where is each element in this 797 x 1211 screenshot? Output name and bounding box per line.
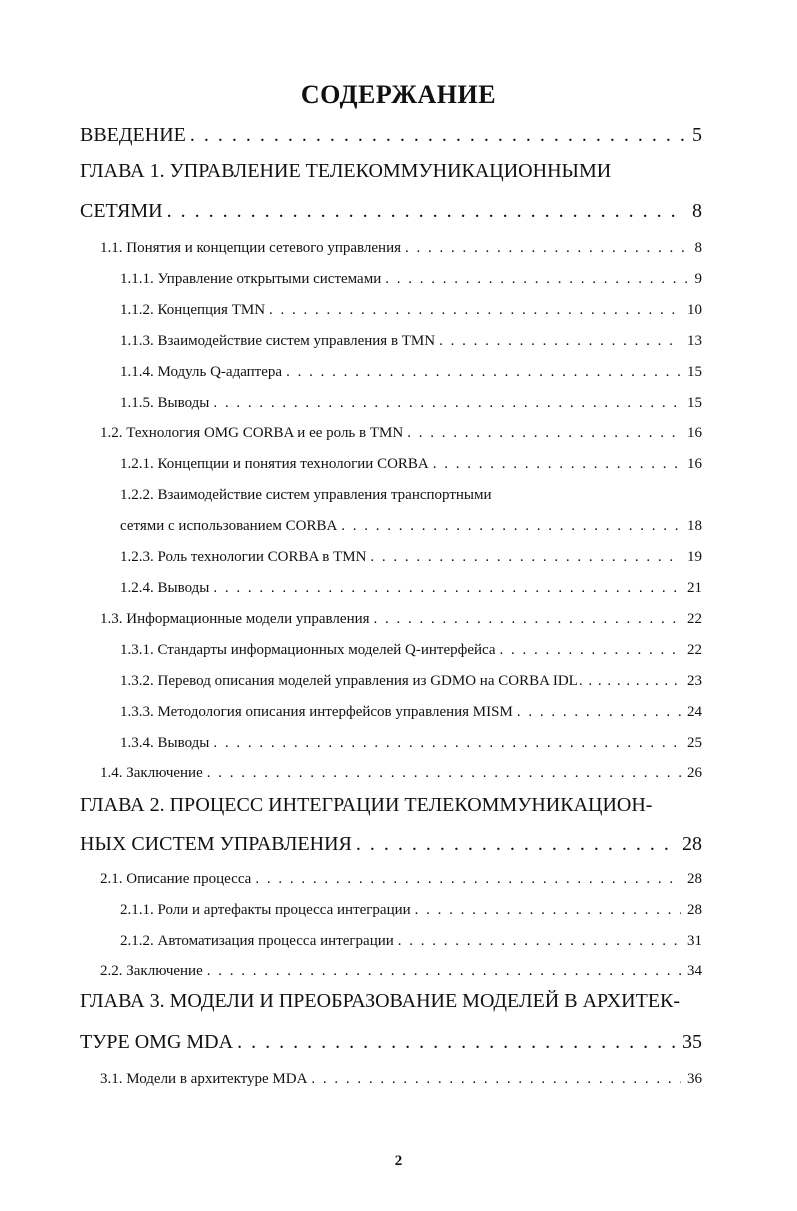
toc-entry-label: 1.1.5. Выводы (120, 395, 210, 411)
toc-entry-page: 24 (687, 704, 702, 720)
toc-entry-chapter-3[interactable] (80, 1031, 702, 1054)
toc-entry-page: 28 (687, 902, 702, 918)
toc-entry-label: 3.1. Модели в архитектуре MDA (100, 1071, 308, 1087)
toc-entry-1-1-3[interactable] (120, 333, 702, 350)
toc-entry-page: 8 (694, 240, 702, 256)
leader-dots (167, 200, 686, 223)
leader-dots (385, 271, 688, 288)
toc-entry-page: 34 (687, 963, 702, 979)
toc-entry-page: 19 (687, 549, 702, 565)
leader-dots (356, 833, 676, 856)
leader-dots (255, 871, 681, 888)
leader-dots (439, 333, 681, 350)
leader-dots (405, 240, 688, 257)
page-number: 2 (394, 1153, 403, 1169)
toc-entry-page: 25 (687, 735, 702, 751)
toc-entry-page: 9 (694, 271, 702, 287)
toc-entry-2-1-1[interactable] (120, 902, 702, 919)
leader-dots (370, 549, 681, 566)
toc-entry-label: 1.3.1. Стандарты информационных моделей Q-интерфейса (120, 642, 496, 658)
toc-entry-page: 16 (687, 456, 702, 472)
toc-entry-page: 28 (682, 833, 702, 855)
toc-entry-1-2-2-line1: 1.2.2. Взаимодействие систем управления транспортными (120, 487, 492, 503)
toc-entry-chapter-1[interactable] (80, 200, 702, 223)
toc-entry-1-3-4[interactable] (120, 735, 702, 752)
leader-dots (433, 456, 681, 473)
toc-entry-label: 1.1. Понятия и концепции сетевого управления (100, 240, 402, 256)
leader-dots (500, 642, 681, 659)
leader-dots (415, 902, 681, 919)
page-title: СОДЕРЖАНИЕ (300, 80, 497, 109)
toc-entry-2-2[interactable] (100, 963, 702, 980)
leader-dots (213, 580, 681, 597)
toc-chapter-1-heading: ГЛАВА 1. УПРАВЛЕНИЕ ТЕЛЕКОММУНИКАЦИОННЫМИ (80, 160, 612, 182)
toc-entry-1-1-4[interactable] (120, 364, 702, 381)
toc-entry-page: 23 (687, 673, 702, 689)
toc-entry-1-1[interactable] (100, 240, 702, 257)
toc-entry-page: 15 (687, 395, 702, 411)
toc-entry-label: 1.1.3. Взаимодействие систем управления в TMN (120, 333, 436, 349)
toc-entry-page: 22 (687, 642, 702, 658)
toc-entry-label: 1.2.1. Концепции и понятия технологии CORBA (120, 456, 429, 472)
toc-entry-1-1-1[interactable] (120, 271, 702, 288)
toc-entry-2-1-2[interactable] (120, 933, 702, 950)
toc-entry-1-3-3[interactable] (120, 704, 702, 721)
toc-entry-1-1-5[interactable] (120, 395, 702, 412)
toc-entry-2-1[interactable] (100, 871, 702, 888)
toc-entry-1-3[interactable] (100, 611, 702, 628)
leader-dots (286, 364, 681, 381)
toc-entry-label: 1.2. Технология OMG CORBA и ее роль в TMN (100, 425, 404, 441)
leader-dots (269, 302, 681, 319)
toc-chapter-2-heading: ГЛАВА 2. ПРОЦЕСС ИНТЕГРАЦИИ ТЕЛЕКОММУНИКАЦИОН- (80, 794, 653, 816)
toc-entry-label: 2.1. Описание процесса (100, 871, 252, 887)
toc-entry-page: 16 (687, 425, 702, 441)
toc-entry-label: 1.1.1. Управление открытыми системами (120, 271, 382, 287)
toc-entry-page: 31 (687, 933, 702, 949)
toc-entry-label: СЕТЯМИ (80, 200, 163, 222)
toc-entry-label: 2.1.1. Роли и артефакты процесса интеграции (120, 902, 411, 918)
toc-entry-page: 5 (692, 124, 702, 146)
toc-entry-page: 35 (682, 1031, 702, 1053)
toc-entry-introduction[interactable] (80, 124, 702, 147)
toc-entry-1-4[interactable] (100, 765, 702, 782)
toc-entry-page: 13 (687, 333, 702, 349)
leader-dots (213, 735, 681, 752)
toc-entry-1-2-3[interactable] (120, 549, 702, 566)
toc-entry-label: ВВЕДЕНИЕ (80, 124, 186, 146)
toc-entry-label: 1.1.4. Модуль Q-адаптера (120, 364, 283, 380)
toc-entry-label: 1.3.3. Методология описания интерфейсов управления MISM (120, 704, 513, 720)
toc-entry-label: 1.4. Заключение (100, 765, 203, 781)
toc-entry-page: 15 (687, 364, 702, 380)
toc-entry-label: ТУРЕ OMG MDA (80, 1031, 234, 1053)
leader-dots (341, 518, 681, 535)
leader-dots (213, 395, 681, 412)
toc-entry-page: 8 (692, 200, 702, 222)
toc-entry-page: 26 (687, 765, 702, 781)
toc-entry-page: 36 (687, 1071, 702, 1087)
leader-dots (398, 933, 681, 950)
leader-dots (374, 611, 681, 628)
toc-entry-label: 1.3.2. Перевод описания моделей управления из GDMO на CORBA IDL (120, 673, 578, 689)
leader-dots (207, 963, 681, 980)
toc-entry-label: сетями с использованием CORBA (120, 518, 338, 534)
toc-entry-1-2-1[interactable] (120, 456, 702, 473)
toc-entry-page: 28 (687, 871, 702, 887)
toc-entry-label: 2.1.2. Автоматизация процесса интеграции (120, 933, 394, 949)
leader-dots (311, 1071, 681, 1088)
toc-entry-1-2-4[interactable] (120, 580, 702, 597)
leader-dots (190, 124, 686, 147)
toc-entry-1-2[interactable] (100, 425, 702, 442)
toc-entry-label: НЫХ СИСТЕМ УПРАВЛЕНИЯ (80, 833, 352, 855)
toc-entry-1-1-2[interactable] (120, 302, 702, 319)
leader-dots (237, 1031, 676, 1054)
toc-entry-label: 1.1.2. Концепция TMN (120, 302, 266, 318)
leader-dots (579, 673, 683, 690)
toc-entry-chapter-2[interactable] (80, 833, 702, 856)
toc-entry-1-2-2[interactable] (120, 518, 702, 535)
toc-entry-page: 21 (687, 580, 702, 596)
toc-entry-label: 2.2. Заключение (100, 963, 203, 979)
toc-entry-3-1[interactable] (100, 1071, 702, 1088)
toc-entry-page: 10 (687, 302, 702, 318)
toc-entry-1-3-2[interactable] (120, 673, 702, 690)
toc-entry-page: 22 (687, 611, 702, 627)
leader-dots (407, 425, 681, 442)
toc-entry-label: 1.3.4. Выводы (120, 735, 210, 751)
toc-entry-page: 18 (687, 518, 702, 534)
toc-entry-label: 1.3. Информационные модели управления (100, 611, 370, 627)
toc-chapter-3-heading: ГЛАВА 3. МОДЕЛИ И ПРЕОБРАЗОВАНИЕ МОДЕЛЕЙ В АРХИТЕК- (80, 990, 681, 1012)
leader-dots (207, 765, 681, 782)
toc-entry-label: 1.2.4. Выводы (120, 580, 210, 596)
toc-entry-label: 1.2.3. Роль технологии CORBA в TMN (120, 549, 367, 565)
toc-entry-1-3-1[interactable] (120, 642, 702, 659)
leader-dots (517, 704, 681, 721)
